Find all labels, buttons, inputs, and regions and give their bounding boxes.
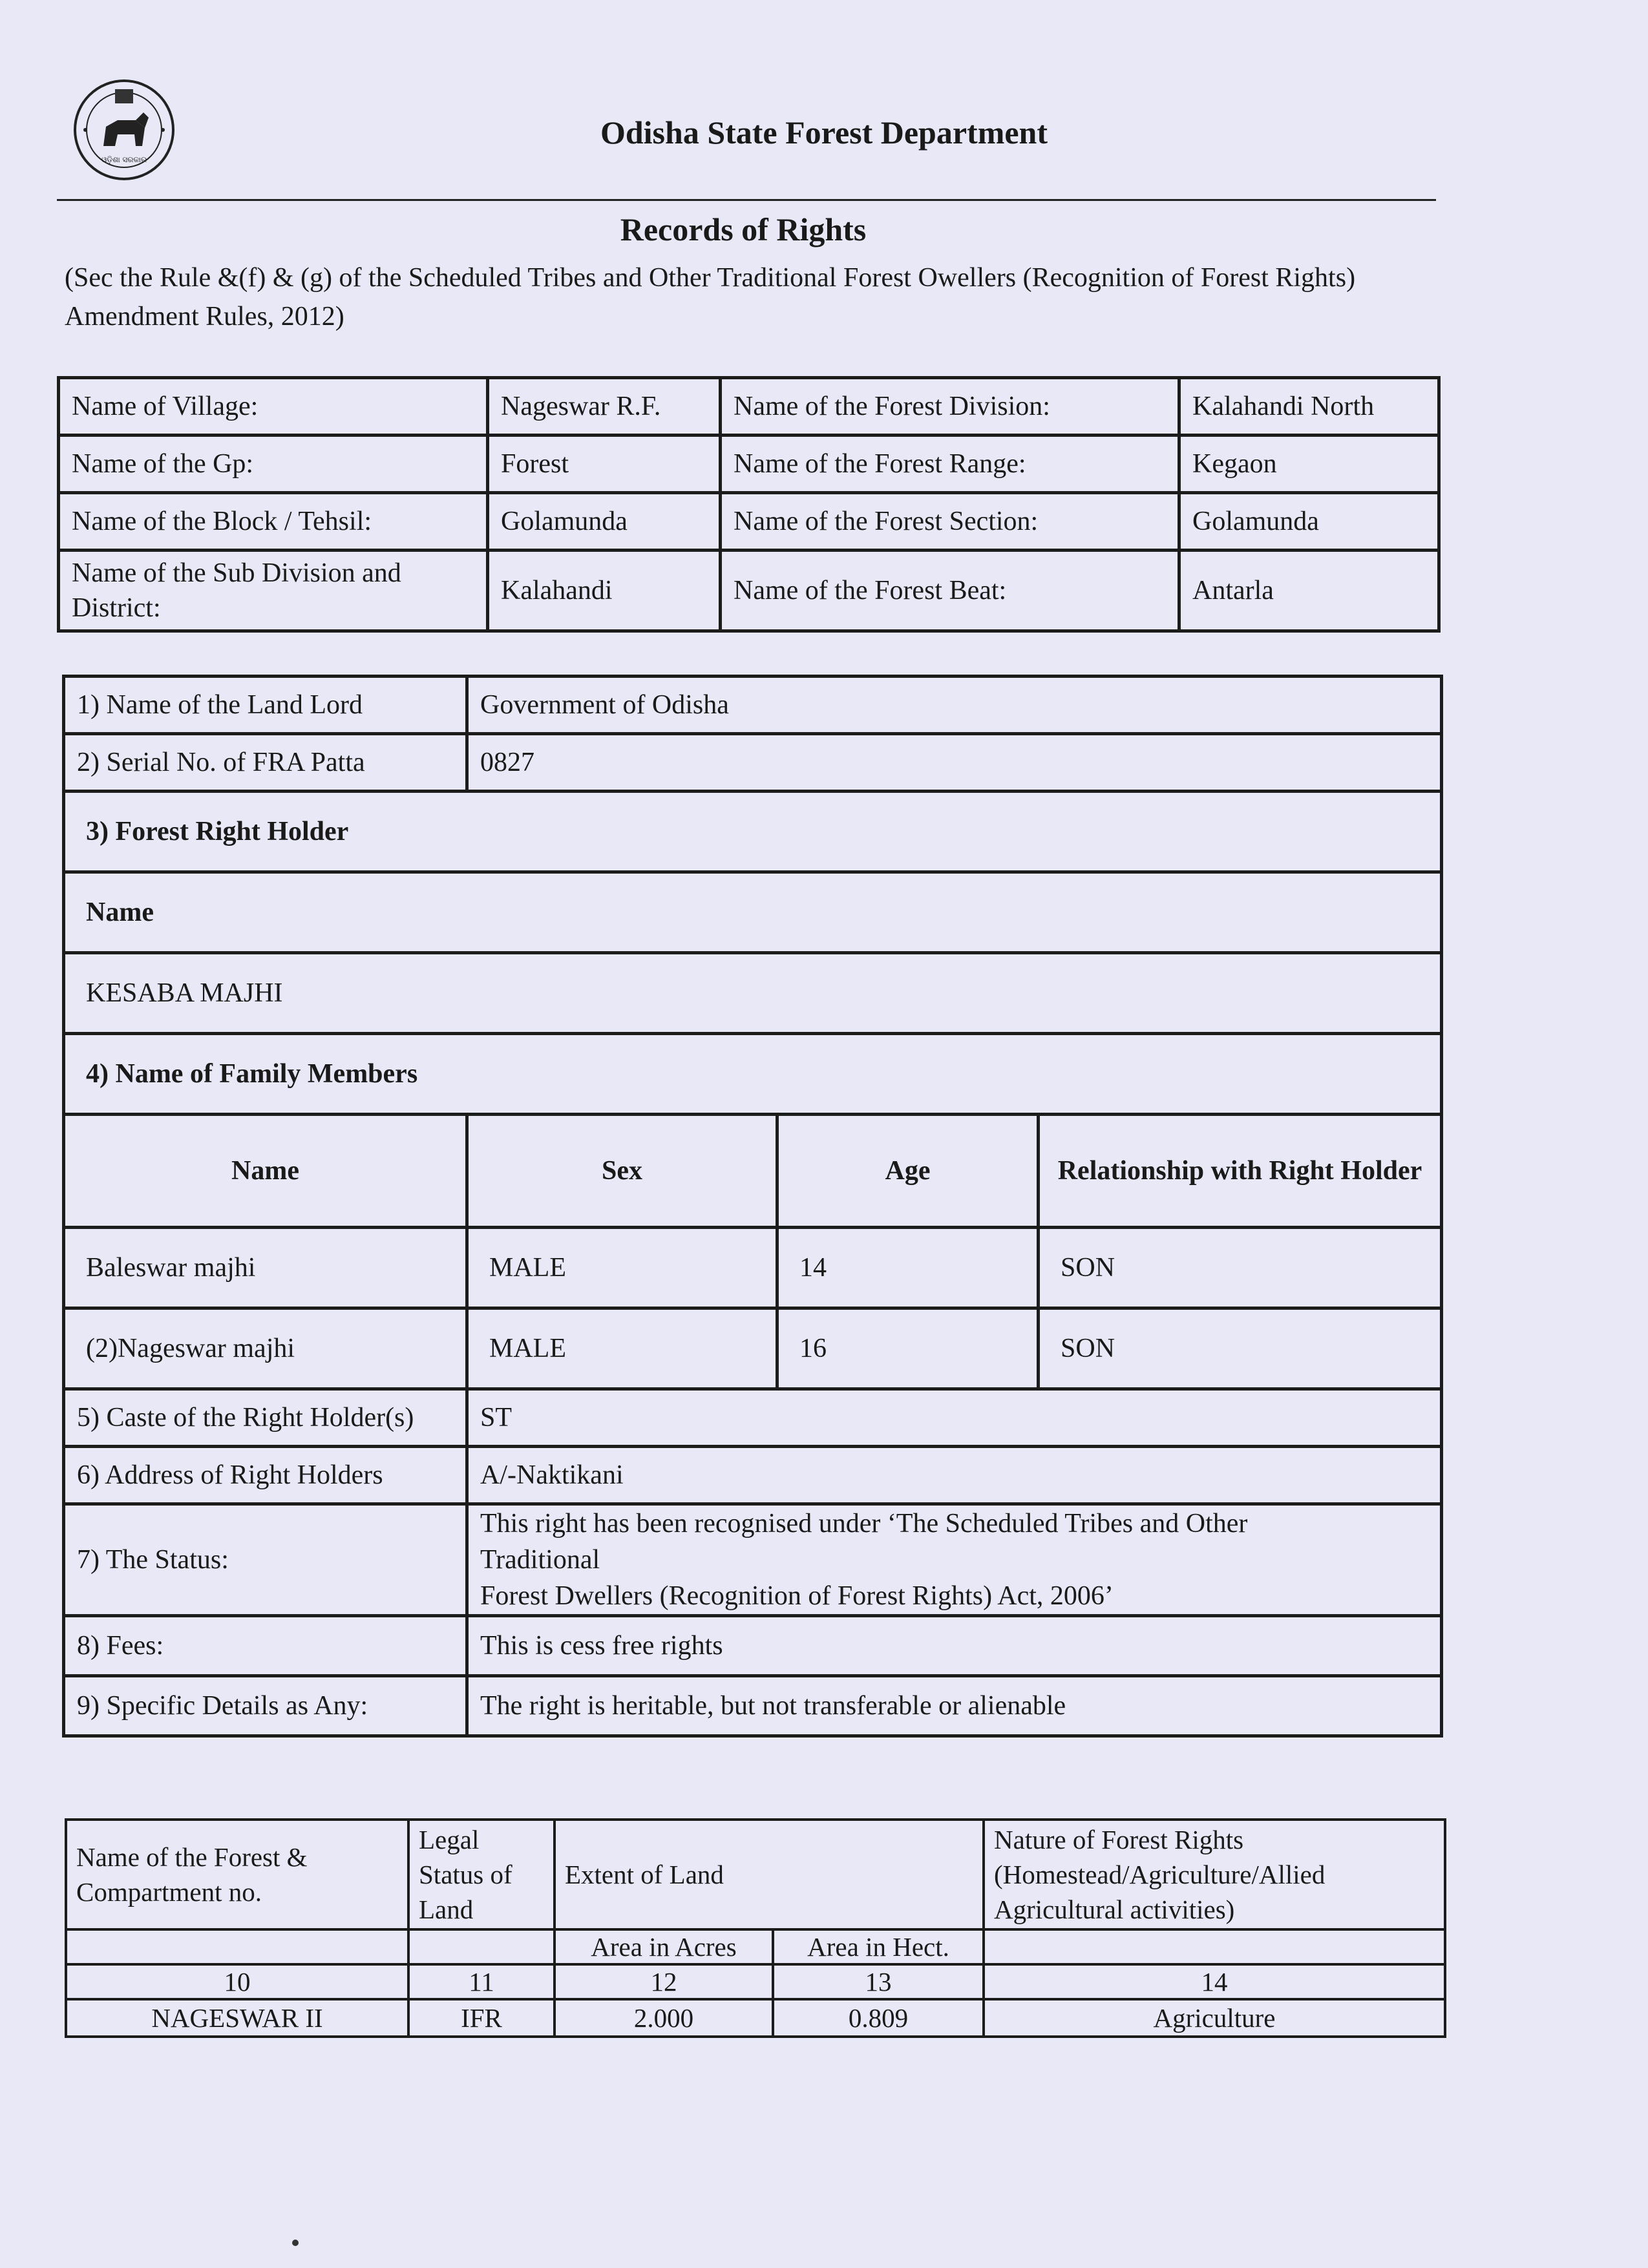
forest-range-value: Kegaon [1179,436,1439,493]
gp-label: Name of the Gp: [59,436,488,493]
area-acres-header: Area in Acres [555,1929,773,1964]
table-row [59,493,1439,551]
emblem-text: ଓଡ଼ିଶା ସରକାର [101,155,147,164]
village-value: Nageswar R.F. [488,378,721,436]
forest-division-label: Name of the Forest Division: [721,378,1179,436]
patta-label: 2) Serial No. of FRA Patta [64,734,467,792]
forest-compartment-value: NAGESWAR II [66,1999,408,2037]
table-row [64,1504,1442,1616]
block-value: Golamunda [488,493,721,551]
block-label: Name of the Block / Tehsil: [59,493,488,551]
holder-name: KESABA MAJHI [64,953,1442,1034]
empty-cell [66,1929,408,1964]
caste-value: ST [467,1389,1442,1447]
status-label: 7) The Status: [64,1504,467,1616]
table-row [66,1964,1445,1999]
page-title: Records of Rights [620,211,867,247]
nature-of-rights-header: Nature of Forest Rights (Homestead/Agriculture/Allied Agricultural activities) [984,1820,1445,1929]
land-lord-value: Government of Odisha [467,677,1442,734]
status-line: This right has been recognised under ‘The Scheduled Tribes and Other [480,1509,1248,1538]
family-member-name: (2)Nageswar majhi [64,1308,467,1389]
table-row [64,1676,1442,1736]
family-member-name: Baleswar majhi [64,1228,467,1308]
table-row [59,551,1439,631]
family-heading: 4) Name of Family Members [64,1034,1442,1115]
status-line: Traditional [480,1545,600,1575]
area-acres-value: 2.000 [555,1999,773,2037]
land-table [65,1818,1446,2038]
gp-value: Forest [488,436,721,493]
area-hect-header: Area in Hect. [773,1929,984,1964]
table-row [64,1308,1442,1389]
table-row [64,1034,1442,1115]
table-row [64,1228,1442,1308]
column-number: 10 [66,1964,408,1999]
nature-of-rights-value: Agriculture [984,1999,1445,2037]
rule-reference: (Sec the Rule &(f) & (g) of the Scheduled Tribes and Other Traditional Forest Owellers (Recognition of Forest Rights) Amendment Rules, 2012) [65,263,1356,331]
family-member-sex: MALE [467,1308,777,1389]
forest-compartment-header: Name of the Forest & Compartment no. [66,1820,408,1929]
department-name: Odisha State Forest Department [600,114,1048,151]
subdivision-value: Kalahandi [488,551,721,631]
table-row [64,1447,1442,1504]
status-value [467,1504,1442,1616]
address-label: 6) Address of Right Holders [64,1447,467,1504]
table-row [64,734,1442,792]
empty-cell [408,1929,555,1964]
table-row [66,1999,1445,2037]
table-row [64,792,1442,872]
family-member-relation: SON [1039,1308,1442,1389]
specific-details-label: 9) Specific Details as Any: [64,1676,467,1736]
details-table [62,675,1443,1738]
table-row [64,677,1442,734]
column-number: 12 [555,1964,773,1999]
column-number: 11 [408,1964,555,1999]
forest-beat-label: Name of the Forest Beat: [721,551,1179,631]
scan-speck [292,2240,299,2246]
table-row [66,1929,1445,1964]
header-divider [57,199,1436,201]
location-table [57,376,1441,633]
holder-heading: 3) Forest Right Holder [64,792,1442,872]
specific-details-value: The right is heritable, but not transferable or alienable [467,1676,1442,1736]
family-col-sex: Sex [467,1115,777,1228]
table-row [64,872,1442,953]
table-row [66,1820,1445,1929]
caste-label: 5) Caste of the Right Holder(s) [64,1389,467,1447]
forest-beat-value: Antarla [1179,551,1439,631]
family-member-relation: SON [1039,1228,1442,1308]
table-row [64,1115,1442,1228]
forest-section-label: Name of the Forest Section: [721,493,1179,551]
patta-value: 0827 [467,734,1442,792]
fees-label: 8) Fees: [64,1616,467,1676]
table-row [64,1616,1442,1676]
table-row [64,953,1442,1034]
column-number: 13 [773,1964,984,1999]
family-member-age: 16 [777,1308,1039,1389]
table-row [59,436,1439,493]
family-col-name: Name [64,1115,467,1228]
family-member-age: 14 [777,1228,1039,1308]
land-lord-label: 1) Name of the Land Lord [64,677,467,734]
address-value: A/-Naktikani [467,1447,1442,1504]
family-col-age: Age [777,1115,1039,1228]
table-row [64,1389,1442,1447]
family-col-relationship: Relationship with Right Holder [1039,1115,1442,1228]
table-row [59,378,1439,436]
village-label: Name of Village: [59,378,488,436]
legal-status-value: IFR [408,1999,555,2037]
family-member-sex: MALE [467,1228,777,1308]
column-number: 14 [984,1964,1445,1999]
forest-section-value: Golamunda [1179,493,1439,551]
empty-cell [984,1929,1445,1964]
subdivision-label: Name of the Sub Division and District: [59,551,488,631]
status-line: Forest Dwellers (Recognition of Forest Rights) Act, 2006’ [480,1581,1114,1611]
legal-status-header: Legal Status of Land [408,1820,555,1929]
area-hect-value: 0.809 [773,1999,984,2037]
forest-range-label: Name of the Forest Range: [721,436,1179,493]
extent-of-land-header: Extent of Land [555,1820,984,1929]
name-heading: Name [64,872,1442,953]
fees-value: This is cess free rights [467,1616,1442,1676]
forest-division-value: Kalahandi North [1179,378,1439,436]
